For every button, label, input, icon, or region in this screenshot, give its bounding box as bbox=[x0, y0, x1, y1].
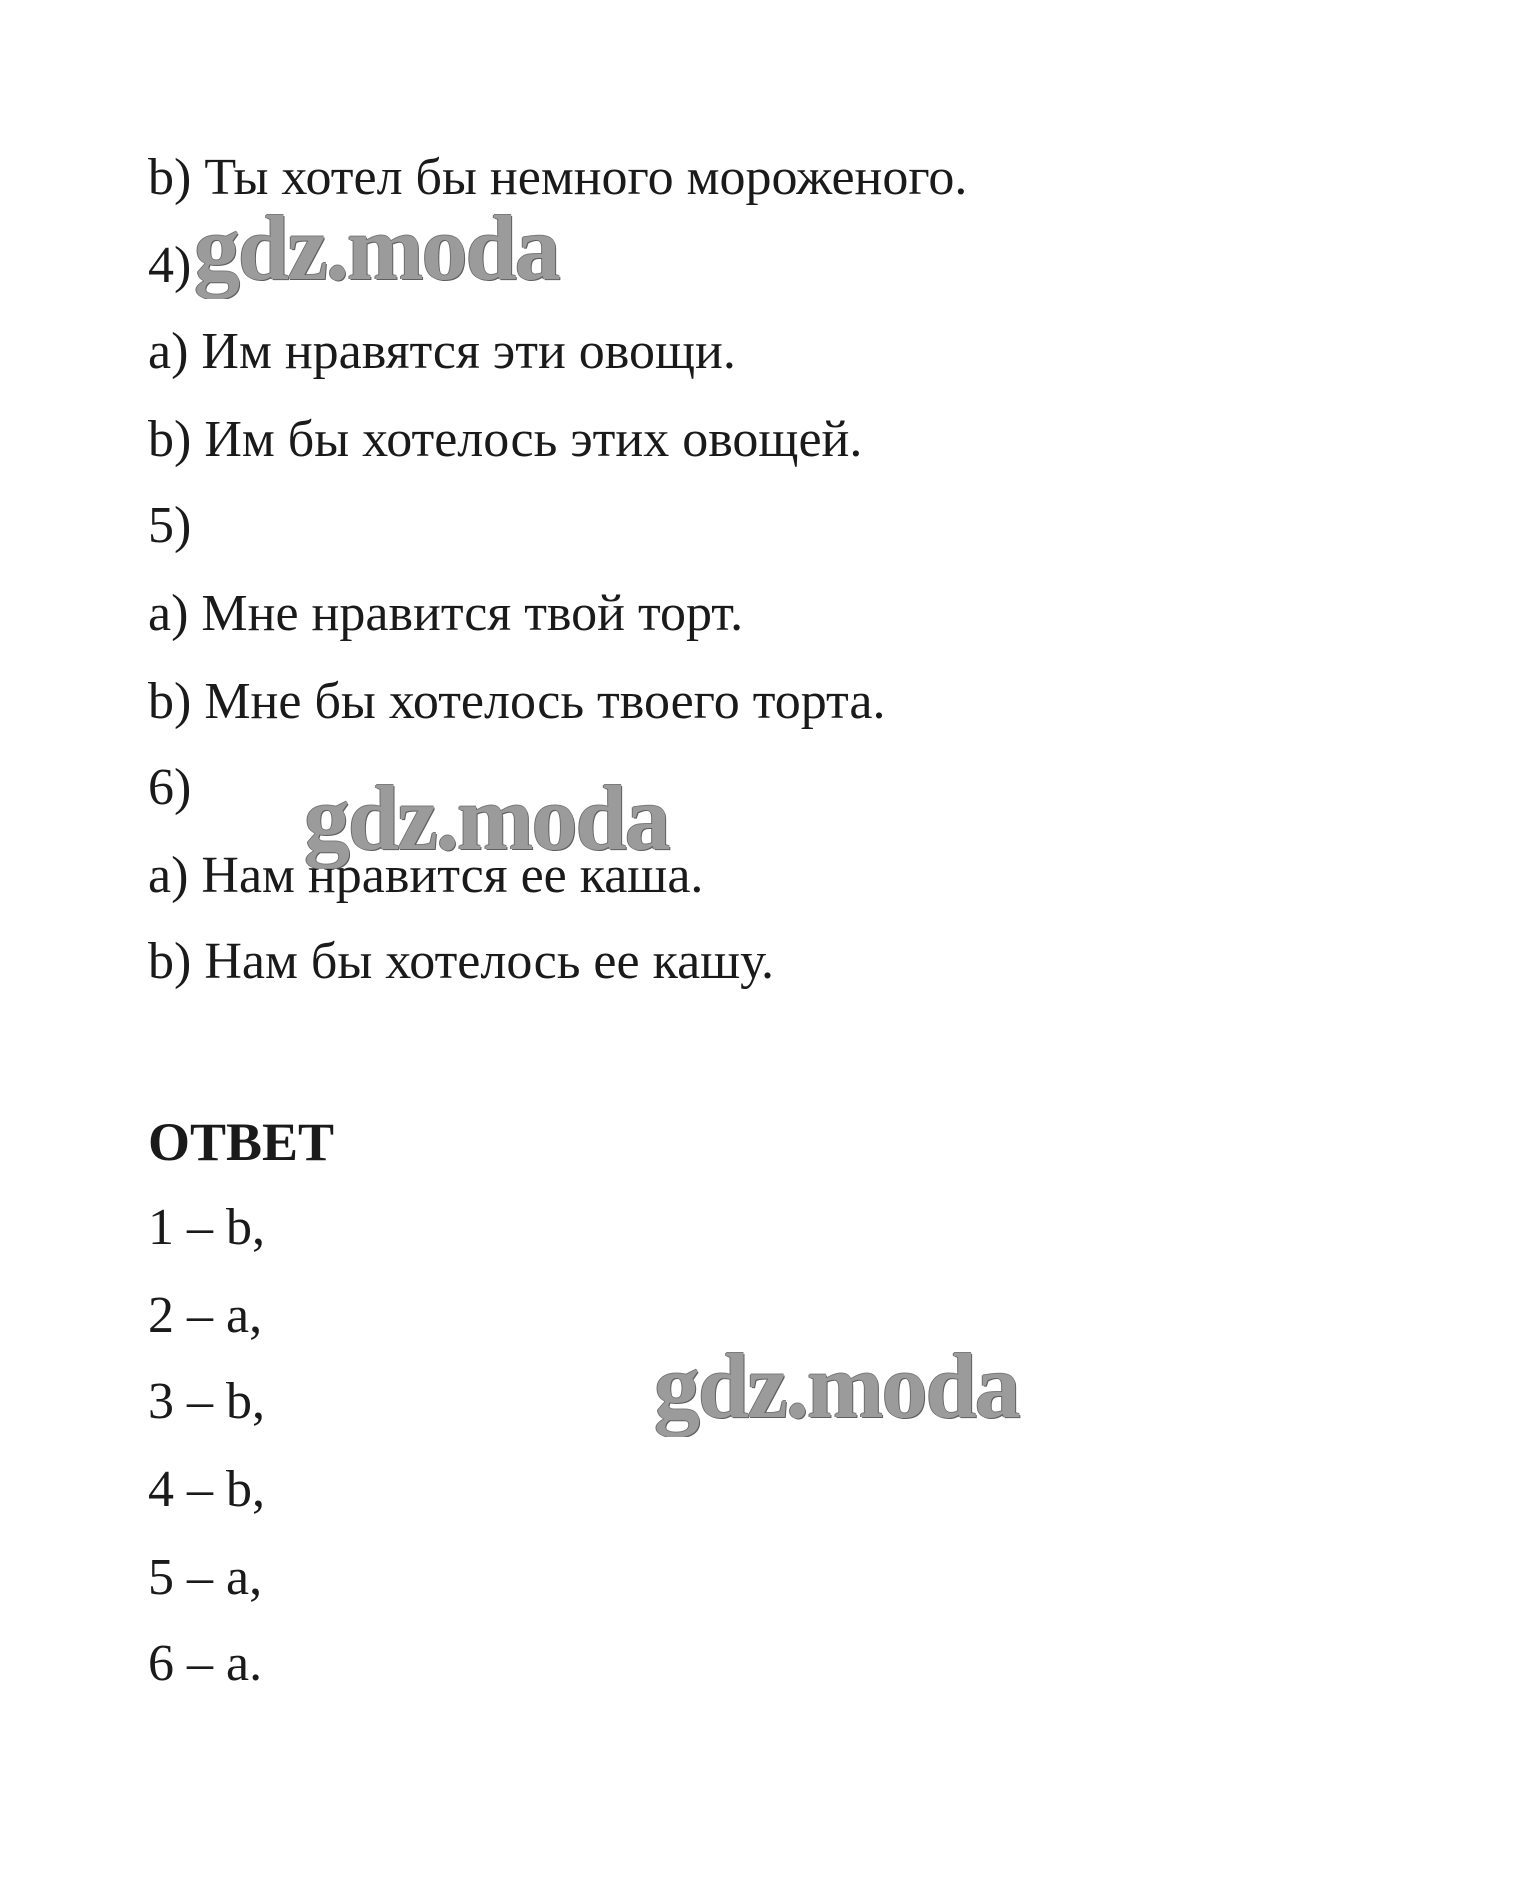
exercise-line: a) Нам нравится ее каша. bbox=[148, 847, 704, 904]
exercise-line: a) Мне нравится твой торт. bbox=[148, 585, 744, 642]
exercise-line: 5) bbox=[148, 497, 192, 554]
answer-item: 4 – b, bbox=[148, 1461, 265, 1518]
watermark-logo: gdz.moda bbox=[304, 767, 669, 869]
watermark-logo: gdz.moda bbox=[654, 1335, 1019, 1437]
answer-item: 2 – a, bbox=[148, 1287, 263, 1344]
exercise-line: b) Нам бы хотелось ее кашу. bbox=[148, 933, 774, 990]
answer-item: 6 – a. bbox=[148, 1635, 263, 1692]
answer-heading: ОТВЕТ bbox=[148, 1112, 335, 1172]
answer-item: 3 – b, bbox=[148, 1373, 265, 1430]
answer-item: 5 – a, bbox=[148, 1549, 263, 1606]
watermark-logo: gdz.moda bbox=[194, 197, 559, 299]
exercise-line: b) Ты хотел бы немного мороженого. bbox=[148, 149, 968, 206]
exercise-line: 4) bbox=[148, 237, 192, 294]
exercise-line: b) Им бы хотелось этих овощей. bbox=[148, 411, 863, 468]
exercise-line: 6) bbox=[148, 759, 192, 816]
exercise-line: b) Мне бы хотелось твоего торта. bbox=[148, 673, 886, 730]
exercise-line: a) Им нравятся эти овощи. bbox=[148, 323, 736, 380]
answer-item: 1 – b, bbox=[148, 1199, 265, 1256]
